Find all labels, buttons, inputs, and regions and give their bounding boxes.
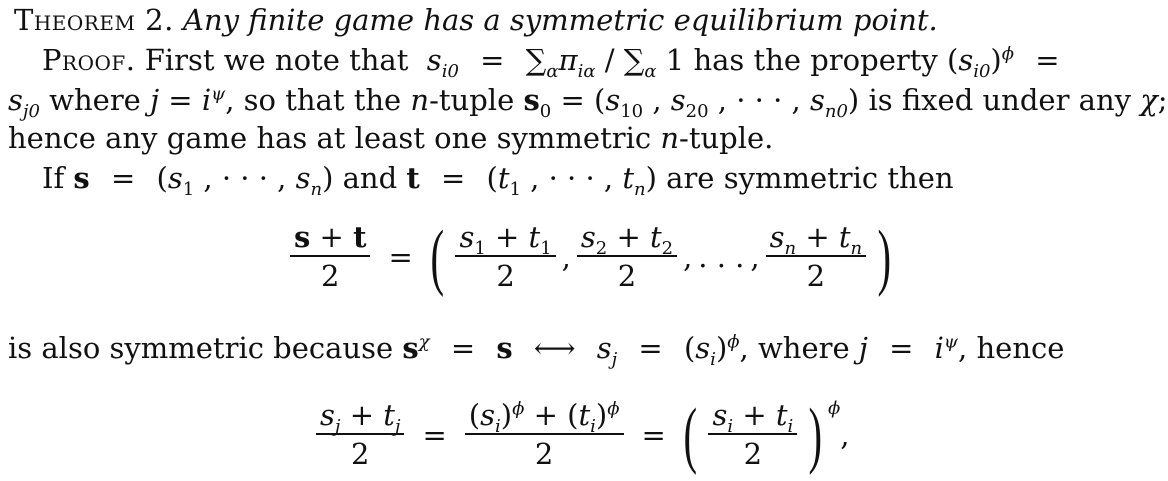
fraction: $\frac{s + t}{2}$	[290, 221, 370, 293]
display-equation-1: $\frac{s + t}{2}$ = ( $\frac{s_1 + t_1}{2}$ , $\frac{s_2 + t_2}{2}$ , . . . , $\frac{s_n + t_n}{2}$ )	[284, 212, 897, 302]
theorem-label: Theorem 2.	[14, 3, 174, 37]
proof-line-3: hence any game has at least one symmetric n-tuple.	[8, 121, 774, 155]
theorem-statement: Any finite game has a symmetric equilibrium point.	[183, 3, 938, 37]
para3-line: is also symmetric because $s^\chi = s$ ⟷ $s_j = (s_i)^\phi$, where $j = i^\psi$, hence	[8, 331, 1065, 370]
para2-line: If $s = (s_1$ , · · · , $s_n$) and $t = (t_1$ , · · · , $t_n$) are symmetric then	[42, 161, 954, 200]
display-equation-2: $\frac{s_j + t_j}{2}$ = $\frac{(s_i)^\phi + (t_i)^\phi}{2}$ = ( $\frac{s_i + t_i}{2}$ ) $^\phi$ ,	[310, 390, 849, 480]
proof-line-1: Proof. First we note that $s_{i0} = \sum_\alpha\pi_{i\alpha} / \sum_\alpha$ 1 has the property $(s_{i0})^\phi$ =	[42, 43, 1060, 82]
proof-line-2: $s_{j0}$ where $j = i^\psi$, so that the n-tuple $s_0 = (s_{10}$ , $s_{20}$ , · · · , $s_{n0}$) is fixed under any χ;	[8, 83, 1168, 122]
proof-text-2: has the property	[693, 43, 938, 77]
proof-label: Proof.	[42, 43, 136, 77]
theorem-line	[14, 2, 938, 38]
proof-text: First we note that	[144, 43, 409, 77]
